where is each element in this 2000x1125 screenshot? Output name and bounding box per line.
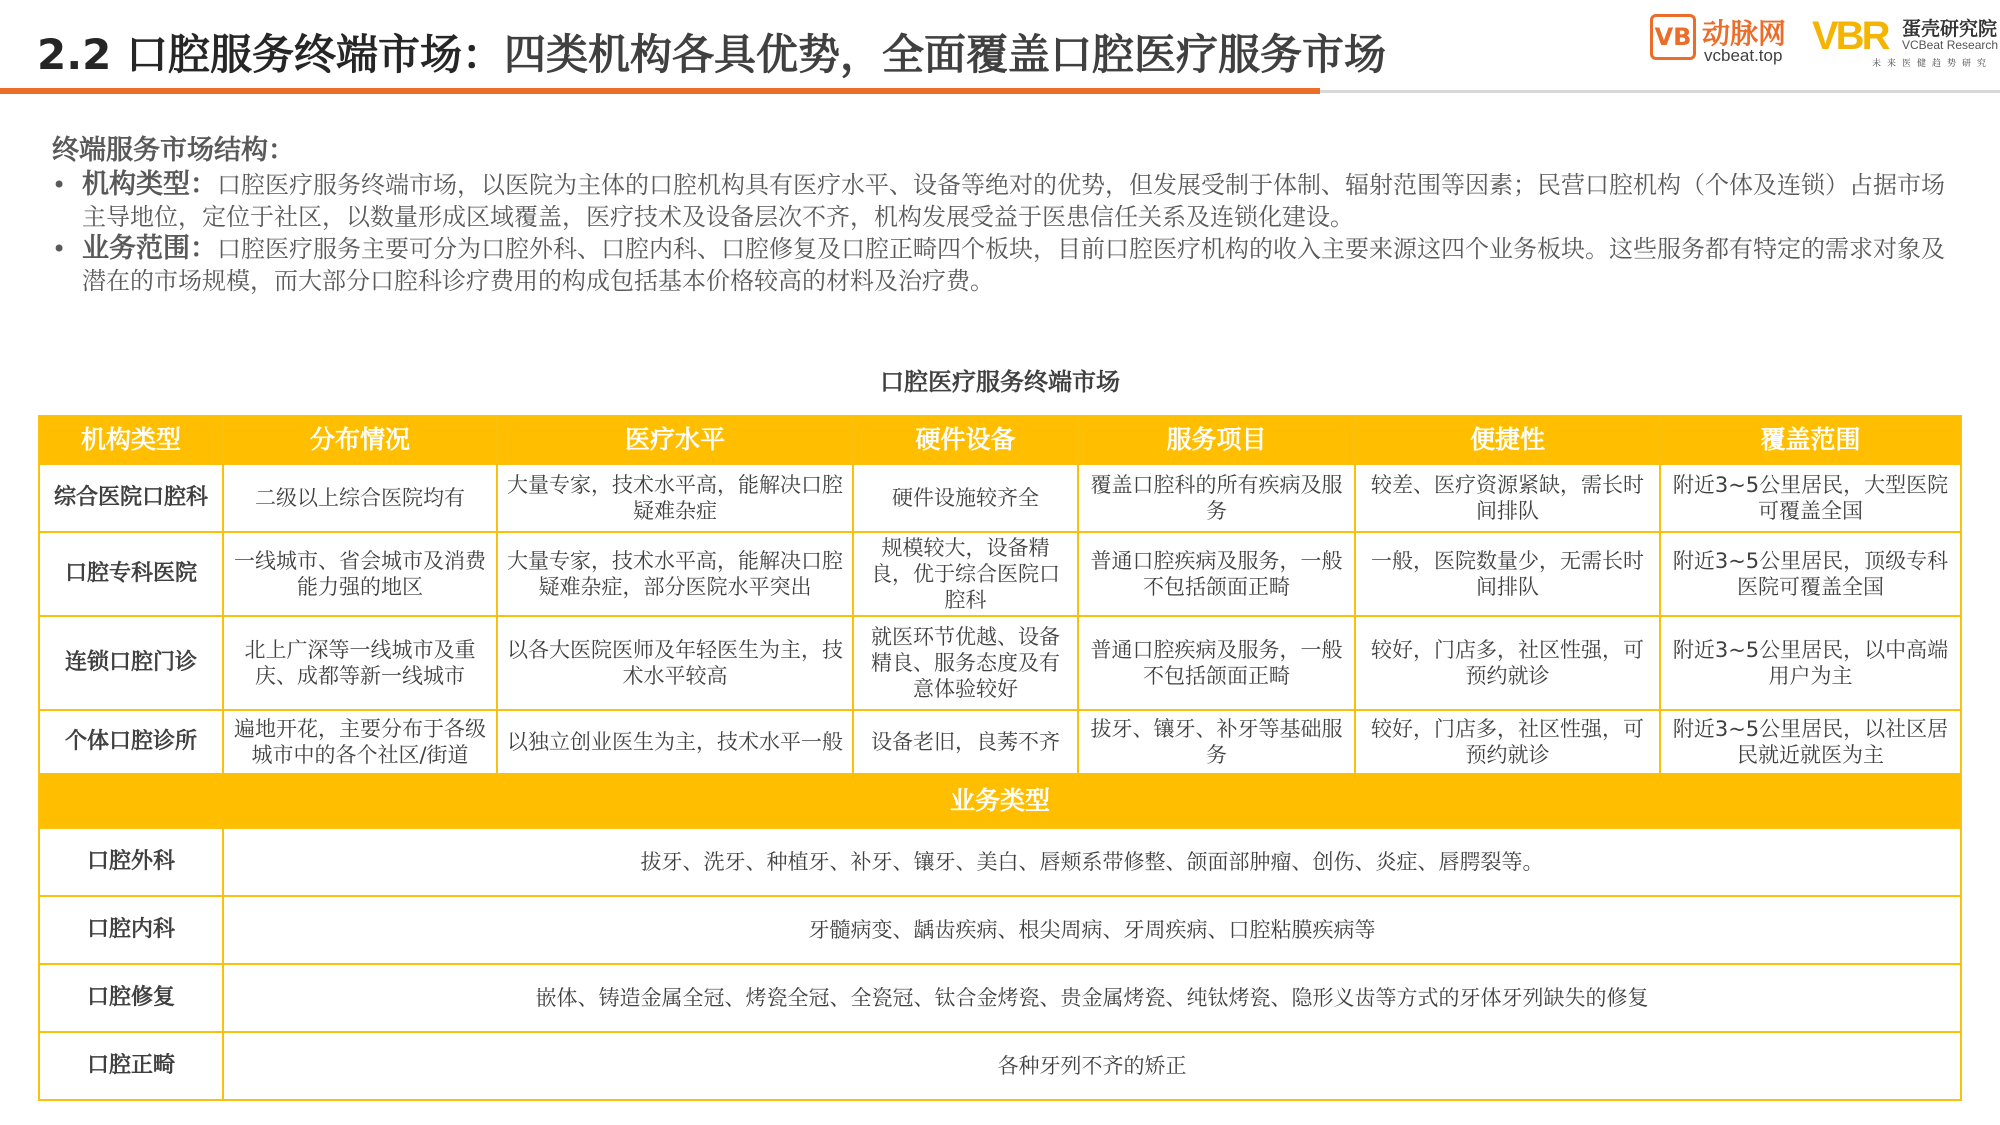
table-cell: 以独立创业医生为主，技术水平一般 [497, 710, 853, 774]
intro-heading: 终端服务市场结构： [52, 135, 295, 166]
header-divider-accent [0, 88, 1320, 94]
table-row [39, 1032, 1961, 1100]
table-cell: 较好，门店多，社区性强，可预约就诊 [1355, 616, 1660, 710]
bullet-text: 口腔医疗服务终端市场，以医院为主体的口腔机构具有医疗水平、设备等绝对的优势，但发展受制于体制、辐射范围等因素；民营口腔机构（个体及连锁）占据市场主导地位，定位于社区，以数量形成区域覆盖，医疗技术及设备层次不齐，机构发展受益于医患信任关系及连锁化建设。 [82, 171, 1945, 231]
intro-bullet-institution [52, 169, 1962, 233]
vbr-logo [1812, 14, 1999, 70]
bullet-key: 业务范围： [82, 233, 217, 264]
column-header: 医疗水平 [497, 416, 853, 464]
table-cell: 规模较大，设备精良，优于综合医院口腔科 [853, 532, 1078, 616]
column-header: 便捷性 [1355, 416, 1660, 464]
table-row [39, 896, 1961, 964]
table-cell: 较好，门店多，社区性强，可预约就诊 [1355, 710, 1660, 774]
header-divider [1320, 90, 2000, 93]
row-header: 口腔正畸 [39, 1032, 223, 1100]
business-section-header: 业务类型 [39, 774, 1961, 828]
table-cell: 附近3~5公里居民，大型医院可覆盖全国 [1660, 464, 1961, 532]
vcbeat-logo-url: vcbeat.top [1704, 46, 1783, 65]
table-cell: 拔牙、洗牙、种植牙、补牙、镶牙、美白、唇颊系带修整、颌面部肿瘤、创伤、炎症、唇腭裂等。 [223, 828, 1961, 896]
bullet-key: 机构类型： [82, 169, 217, 200]
table-row [39, 464, 1961, 532]
table-cell: 遍地开花，主要分布于各级城市中的各个社区/街道 [223, 710, 497, 774]
table-row [39, 964, 1961, 1032]
intro-bullet-business [52, 233, 1962, 297]
section-number: 2.2 [37, 30, 112, 79]
table-title: 口腔医疗服务终端市场 [880, 368, 1120, 396]
table-cell: 大量专家，技术水平高，能解决口腔疑难杂症 [497, 464, 853, 532]
intro-section [52, 135, 1962, 297]
table-cell: 以各大医院医师及年轻医生为主，技术水平较高 [497, 616, 853, 710]
vbr-logo-cn: 蛋壳研究院 [1902, 18, 1998, 40]
table-cell: 一般，医院数量少，无需长时间排队 [1355, 532, 1660, 616]
vbr-logo-tagline: 未来医健趋势研究 [1871, 59, 1992, 69]
column-header: 机构类型 [39, 416, 223, 464]
row-header: 综合医院口腔科 [39, 464, 223, 532]
vcbeat-logo [1650, 14, 1795, 66]
table-row [39, 828, 1961, 896]
table-cell: 就医环节优越、设备精良、服务态度及有意体验较好 [853, 616, 1078, 710]
column-header: 服务项目 [1078, 416, 1355, 464]
business-section-row [39, 774, 1961, 828]
row-header: 口腔修复 [39, 964, 223, 1032]
table-cell: 各种牙列不齐的矫正 [223, 1032, 1961, 1100]
table-cell: 普通口腔疾病及服务，一般不包括颌面正畸 [1078, 532, 1355, 616]
table-cell: 附近3~5公里居民，顶级专科医院可覆盖全国 [1660, 532, 1961, 616]
row-header: 口腔专科医院 [39, 532, 223, 616]
market-table [38, 415, 1962, 1101]
row-header: 个体口腔诊所 [39, 710, 223, 774]
table-cell: 硬件设施较齐全 [853, 464, 1078, 532]
bullet-text: 口腔医疗服务主要可分为口腔外科、口腔内科、口腔修复及口腔正畸四个板块，目前口腔医疗机构的收入主要来源这四个业务板块。这些服务都有特定的需求对象及潜在的市场规模，而大部分口腔科诊疗费用的构成包括基本价格较高的材料及治疗费。 [82, 235, 1945, 295]
table-cell: 大量专家，技术水平高，能解决口腔疑难杂症，部分医院水平突出 [497, 532, 853, 616]
table-cell: 覆盖口腔科的所有疾病及服务 [1078, 464, 1355, 532]
table-cell: 设备老旧，良莠不齐 [853, 710, 1078, 774]
table-cell: 较差、医疗资源紧缺，需长时间排队 [1355, 464, 1660, 532]
row-header: 口腔内科 [39, 896, 223, 964]
table-cell: 一线城市、省会城市及消费能力强的地区 [223, 532, 497, 616]
page-header [0, 0, 2000, 100]
table-row [39, 532, 1961, 616]
row-header: 连锁口腔门诊 [39, 616, 223, 710]
table-cell: 北上广深等一线城市及重庆、成都等新一线城市 [223, 616, 497, 710]
vbr-logo-en: VCBeat Research [1902, 38, 1999, 52]
title-main: 四类机构各具优势，全面覆盖口腔医疗服务市场 [504, 30, 1387, 79]
intro-bullets [52, 169, 1962, 297]
column-header: 覆盖范围 [1660, 416, 1961, 464]
vcbeat-logo-cn: 动脉网 [1702, 17, 1787, 50]
table-cell: 附近3~5公里居民，以中高端用户为主 [1660, 616, 1961, 710]
table-row [39, 616, 1961, 710]
column-header: 分布情况 [223, 416, 497, 464]
table-row [39, 710, 1961, 774]
table-cell: 拔牙、镶牙、补牙等基础服务 [1078, 710, 1355, 774]
table-header-row [39, 416, 1961, 464]
table-cell: 普通口腔疾病及服务，一般不包括颌面正畸 [1078, 616, 1355, 710]
title-lead: 口腔服务终端市场： [126, 30, 505, 79]
table-cell: 牙髓病变、龋齿疾病、根尖周病、牙周疾病、口腔粘膜疾病等 [223, 896, 1961, 964]
row-header: 口腔外科 [39, 828, 223, 896]
table-cell: 嵌体、铸造金属全冠、烤瓷全冠、全瓷冠、钛合金烤瓷、贵金属烤瓷、纯钛烤瓷、隐形义齿等方式的牙体牙列缺失的修复 [223, 964, 1961, 1032]
table-cell: 二级以上综合医院均有 [223, 464, 497, 532]
vcbeat-logo-icon: VB [1650, 14, 1696, 60]
page-title [37, 22, 1386, 82]
vbr-logo-icon: VBR [1812, 14, 1888, 58]
column-header: 硬件设备 [853, 416, 1078, 464]
table-cell: 附近3~5公里居民，以社区居民就近就医为主 [1660, 710, 1961, 774]
